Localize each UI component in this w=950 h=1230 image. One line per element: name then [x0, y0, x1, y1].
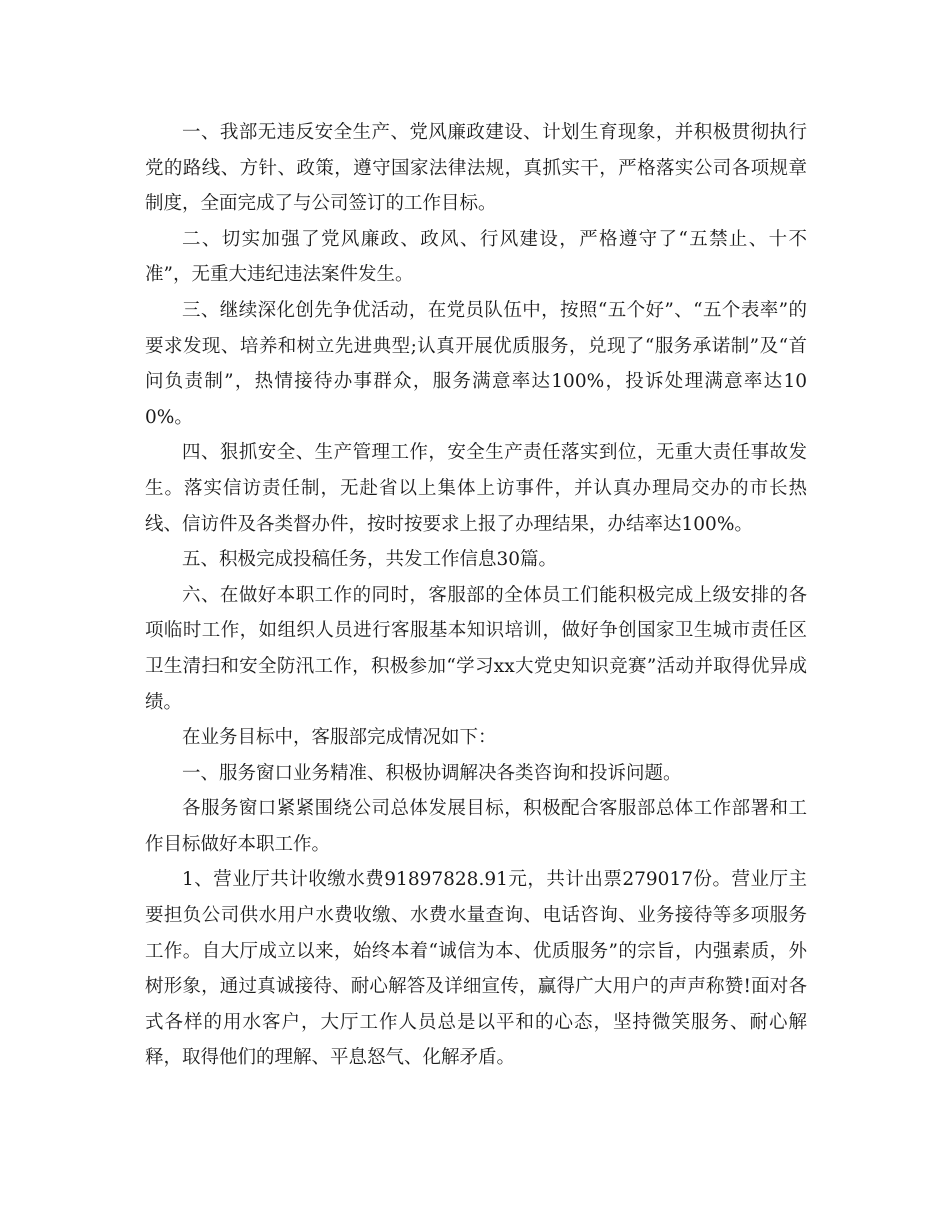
paragraph-6: 六、在做好本职工作的同时，客服部的全体员工们能积极完成上级安排的各项临时工作，如组织人员进行客服基本知识培训，做好争创国家卫生城市责任区卫生清扫和安全防汛工作，积极参加“学习xx大党史知识竞赛”活动并取得优异成绩。 — [145, 584, 807, 713]
paragraph-10: 1、营业厅共计收缴水费91897828.91元，共计出票279017份。营业厅主要担负公司供水用户水费收缴、水费水量查询、电话咨询、业务接待等多项服务工作。自大厅成立以来，始终本着“诚信为本、优质服务”的宗旨，内强素质，外树形象，通过真诚接待、耐心解答及详细宣传，赢得广大用户的声声称赞!面对各式各样的用水客户，大厅工作人员总是以平和的心态，坚持微笑服务、耐心解释，取得他们的理解、平息怒气、化解矛盾。 — [145, 869, 807, 1069]
paragraph-9: 各服务窗口紧紧围绕公司总体发展目标，积极配合客服部总体工作部署和工作目标做好本职工作。 — [145, 798, 807, 855]
paragraph-2: 二、切实加强了党风廉政、政风、行风建设，严格遵守了“五禁止、十不准”，无重大违纪违法案件发生。 — [145, 228, 807, 286]
paragraph-1: 一、我部无违反安全生产、党风廉政建设、计划生育现象，并积极贯彻执行党的路线、方针、政策，遵守国家法律法规，真抓实干，严格落实公司各项规章制度，全面完成了与公司签订的工作目标。 — [145, 122, 807, 215]
paragraph-8: 一、服务窗口业务精准、积极协调解决各类咨询和投诉问题。 — [182, 762, 682, 784]
paragraph-5: 五、积极完成投稿任务，共发工作信息30篇。 — [182, 549, 558, 571]
document-body — [145, 115, 807, 1076]
paragraph-4: 四、狠抓安全、生产管理工作，安全生产责任落实到位，无重大责任事故发生。落实信访责任制，无赴省以上集体上访事件，并认真办理局交办的市长热线、信访件及各类督办件，按时按要求上报了办理结果，办结率达100%。 — [145, 442, 807, 535]
paragraph-7: 在业务目标中，客服部完成情况如下： — [182, 727, 497, 749]
paragraph-3: 三、继续深化创先争优活动，在党员队伍中，按照“五个好”、“五个表率”的要求发现、培养和树立先进典型;认真开展优质服务，兑现了“服务承诺制”及“首问负责制”，热情接待办事群众，服务满意率达100%，投诉处理满意率达100%。 — [145, 299, 807, 428]
